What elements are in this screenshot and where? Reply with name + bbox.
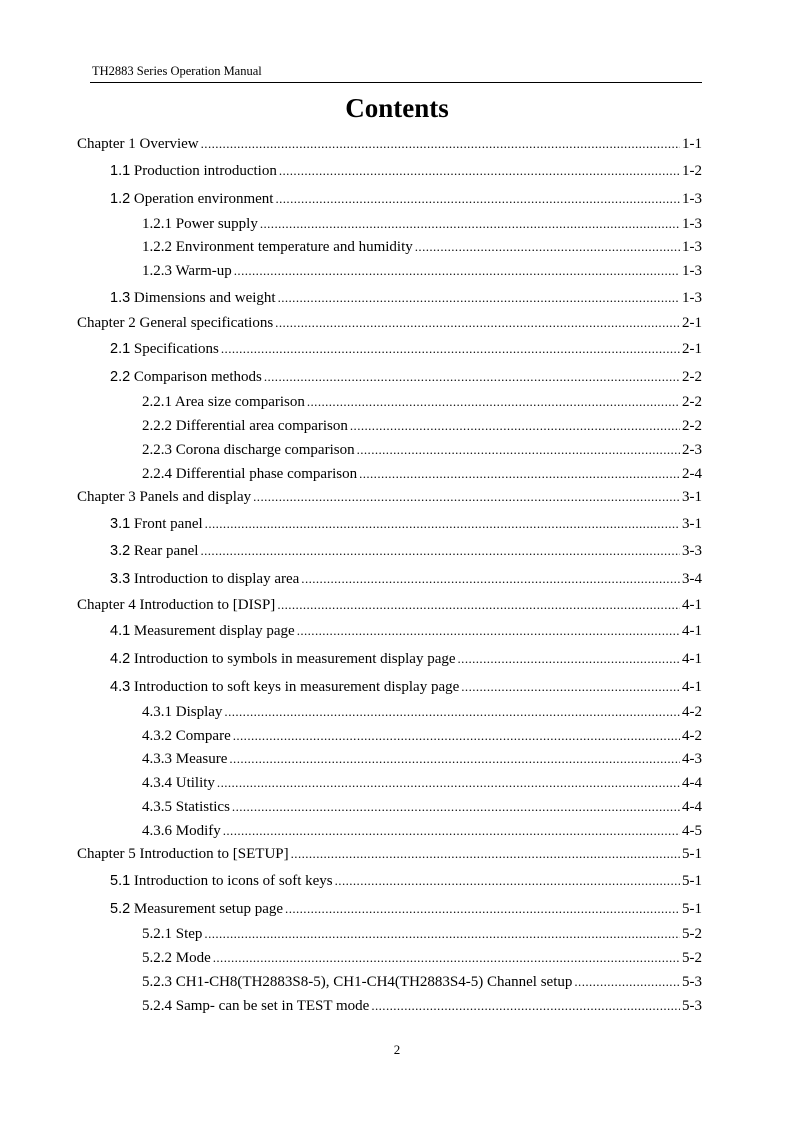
toc-entry[interactable]: 5.1 Introduction to icons of soft keys ..... 5-1 (110, 873, 702, 890)
page-number: 2 (393, 1042, 401, 1057)
toc-entry[interactable]: 4.3.5 Statistics ..... 4-4 (142, 799, 702, 816)
toc-entry[interactable]: 4.3.2 Compare ..... 4-2 (142, 728, 702, 745)
toc-entry[interactable]: 1.2.2 Environment temperature and humidity ..... 1-3 (142, 239, 702, 256)
toc-entry[interactable]: 5.2.3 CH1-CH8(TH2883S8-5), CH1-CH4(TH2883S4-5) Channel setup ..... 5-3 (142, 974, 702, 991)
toc-entry[interactable]: Chapter 2 General specifications ..... 2-1 (77, 315, 702, 332)
toc-entry[interactable]: 5.2.2 Mode ..... 5-2 (142, 950, 702, 967)
toc-entry[interactable]: 1.1 Production introduction ..... 1-2 (110, 163, 702, 180)
toc-entry[interactable]: 1.2.3 Warm-up ..... 1-3 (142, 263, 702, 280)
toc-entry[interactable]: 1.2 Operation environment ..... 1-3 (110, 191, 702, 208)
toc-entry[interactable]: 4.1 Measurement display page ..... 4-1 (110, 623, 702, 640)
toc-entry[interactable]: 5.2 Measurement setup page ..... 5-1 (110, 901, 702, 918)
contents-title: Contents (345, 93, 449, 123)
toc-entry[interactable]: 4.3 Introduction to soft keys in measurement display page ..... 4-1 (110, 679, 702, 696)
toc-entry[interactable]: 2.2.2 Differential area comparison ..... 2-2 (142, 418, 702, 435)
toc-entry[interactable]: 2.2.4 Differential phase comparison ..... 2-4 (142, 466, 702, 483)
toc-entry[interactable]: Chapter 3 Panels and display ..... 3-1 (77, 489, 702, 506)
toc-entry[interactable]: Chapter 1 Overview ..... 1-1 (77, 136, 702, 153)
toc-entry[interactable]: 3.3 Introduction to display area ..... 3-4 (110, 571, 702, 588)
toc-entry[interactable]: 4.3.3 Measure ..... 4-3 (142, 751, 702, 768)
toc-entry[interactable]: 4.3.1 Display ..... 4-2 (142, 704, 702, 721)
toc-entry[interactable]: 4.2 Introduction to symbols in measurement display page ..... 4-1 (110, 651, 702, 668)
toc-entry[interactable]: 2.2.3 Corona discharge comparison ..... 2-3 (142, 442, 702, 459)
toc-entry[interactable]: 4.3.6 Modify ..... 4-5 (142, 823, 702, 840)
toc-entry[interactable]: 2.2 Comparison methods ..... 2-2 (110, 369, 702, 386)
toc-entry[interactable]: 4.3.4 Utility ..... 4-4 (142, 775, 702, 792)
toc-entry[interactable]: 1.3 Dimensions and weight ..... 1-3 (110, 290, 702, 307)
header-title: TH2883 Series Operation Manual (92, 64, 262, 78)
toc-entry[interactable]: Chapter 5 Introduction to [SETUP] ..... 5-1 (77, 846, 702, 863)
toc-entry[interactable]: Chapter 4 Introduction to [DISP] ..... 4-1 (77, 597, 702, 614)
toc-entry[interactable]: 5.2.1 Step ..... 5-2 (142, 926, 702, 943)
toc-entry[interactable]: 3.2 Rear panel ..... 3-3 (110, 543, 702, 560)
toc-entry[interactable]: 1.2.1 Power supply ..... 1-3 (142, 216, 702, 233)
toc-entry[interactable]: 2.2.1 Area size comparison ..... 2-2 (142, 394, 702, 411)
toc-entry[interactable]: 5.2.4 Samp- can be set in TEST mode ..... 5-3 (142, 998, 702, 1015)
toc-entry[interactable]: 2.1 Specifications ..... 2-1 (110, 341, 702, 358)
toc-entry[interactable]: 3.1 Front panel ..... 3-1 (110, 516, 702, 533)
